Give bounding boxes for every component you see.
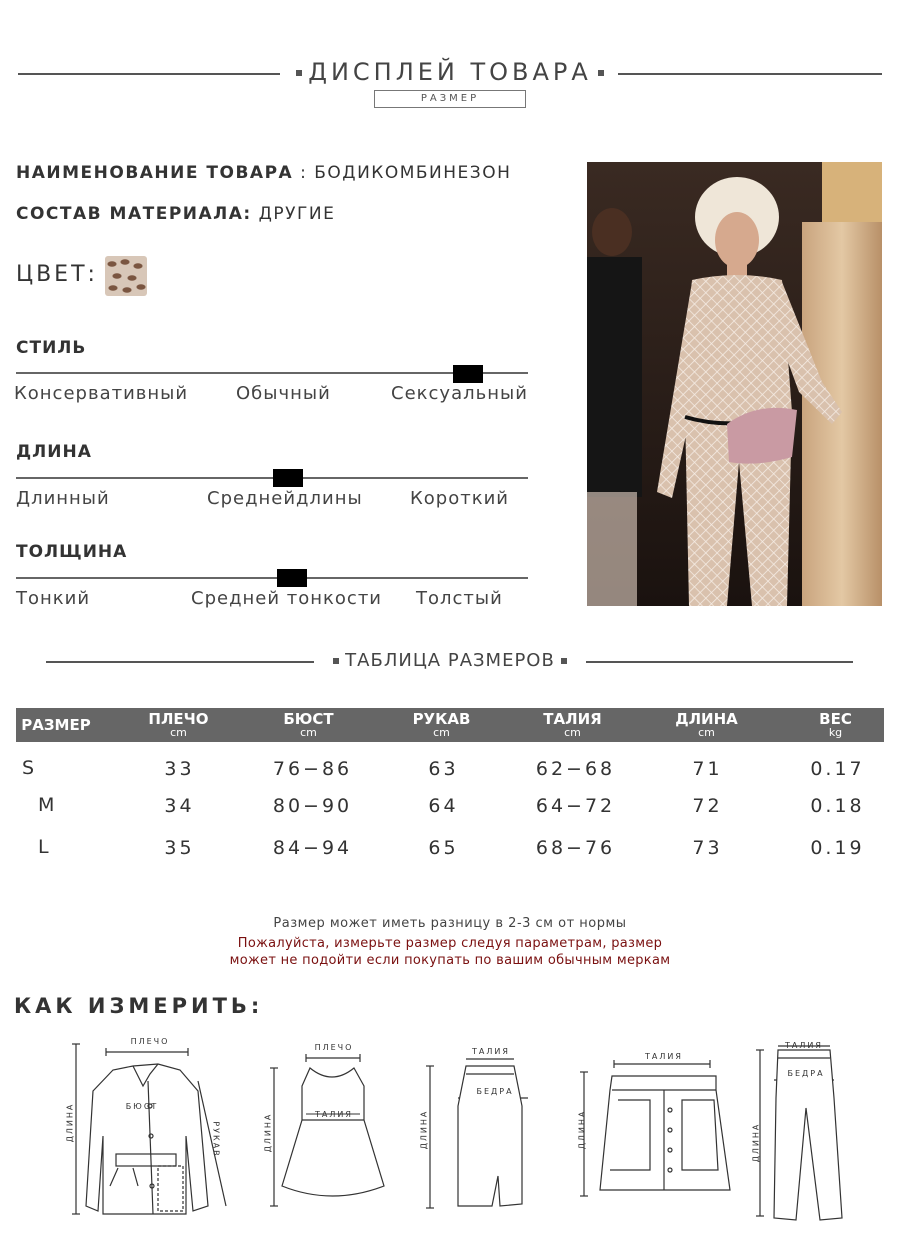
col-length: ДЛИНА cm [675,710,738,739]
skirt-waist-label: ТАЛИЯ [472,1047,510,1056]
cell-shoulder: 34 [164,795,195,817]
dress-length-label: ДЛИНА [263,1112,273,1153]
cell-waist: 62−68 [535,758,616,780]
thickness-option-thin: Тонкий [16,588,91,609]
cell-sleeve: 65 [428,837,459,859]
cell-shoulder: 35 [164,837,195,859]
cell-size: S [22,757,38,779]
style-option-sexy: Сексуальный [391,383,528,404]
product-photo [587,162,882,606]
dress-shoulder-label: ПЛЕЧО [314,1043,354,1052]
style-option-conservative: Консервативный [14,383,189,404]
thickness-option-thick: Толстый [416,588,503,609]
thickness-option-medium: Средней тонкости [191,588,383,609]
mini-skirt-waist-label: ТАЛИЯ [645,1052,683,1061]
thickness-label: ТОЛЩИНА [16,542,128,562]
color-label: ЦВЕТ: [16,262,98,287]
length-scale-line [16,477,528,479]
cell-bust: 76−86 [272,758,353,780]
cell-length: 73 [692,837,723,859]
style-label: СТИЛЬ [16,338,87,358]
cell-weight: 0.19 [810,837,865,859]
color-swatch[interactable] [105,256,147,296]
trousers-diagram [748,1038,848,1224]
cell-shoulder: 33 [164,758,195,780]
trousers-waist-label: ТАЛИЯ [785,1041,823,1050]
col-bust: БЮСТ cm [283,710,334,739]
cell-sleeve: 63 [428,758,459,780]
cell-waist: 64−72 [535,795,616,817]
page-title: ДИСПЛЕЙ ТОВАРА [0,58,900,86]
size-table-header [16,708,884,742]
trousers-hips-label: БЕДРА [787,1069,825,1078]
length-marker [273,469,303,487]
dress-waist-label: ТАЛИЯ [315,1110,353,1119]
page-subtitle: РАЗМЕР [374,90,526,108]
cell-bust: 84−94 [272,837,353,859]
cell-sleeve: 64 [428,795,459,817]
cell-bust: 80−90 [272,795,353,817]
col-shoulder: ПЛЕЧО cm [148,710,209,739]
thickness-marker [277,569,307,587]
length-label: ДЛИНА [16,442,92,462]
jacket-sleeve-label: РУКАВ [211,1121,221,1158]
how-to-measure-title: КАК ИЗМЕРИТЬ: [14,994,264,1018]
size-warning: Пожалуйста, измерьте размер следуя параметрам, размер может не подойти если покупать по вашим обычным меркам [229,936,671,968]
col-waist: ТАЛИЯ cm [543,710,602,739]
cell-weight: 0.18 [810,795,865,817]
trousers-length-label: ДЛИНА [751,1122,761,1163]
jacket-bust-label: БЮСТ [125,1102,159,1111]
length-option-long: Длинный [16,488,110,509]
cell-size: M [38,794,58,816]
cell-weight: 0.17 [810,758,865,780]
style-option-normal: Обычный [236,383,331,404]
style-scale-line [16,372,528,374]
cell-size: L [38,836,52,858]
size-table-title: ТАБЛИЦА РАЗМЕРОВ [0,650,900,671]
mini-skirt-length-label: ДЛИНА [577,1109,587,1150]
cell-waist: 68−76 [535,837,616,859]
cell-length: 72 [692,795,723,817]
product-material: СОСТАВ МАТЕРИАЛА: ДРУГИЕ [16,204,336,224]
mini-skirt-diagram [570,1050,750,1200]
col-weight: ВЕС kg [819,710,852,739]
product-name: НАИМЕНОВАНИЕ ТОВАРА : БОДИКОМБИНЕЗОН [16,163,512,183]
length-option-medium: Среднейдлины [207,488,363,509]
size-note: Размер может иметь разницу в 2-3 см от нормы [273,916,627,931]
skirt-hips-label: БЕДРА [476,1087,514,1096]
thickness-scale-line [16,577,528,579]
col-sleeve: РУКАВ cm [412,710,471,739]
jacket-length-label: ДЛИНА [65,1102,75,1143]
style-marker [453,365,483,383]
jacket-shoulder-label: ПЛЕЧО [130,1037,170,1046]
dress-diagram [262,1046,392,1216]
cell-length: 71 [692,758,723,780]
length-option-short: Короткий [410,488,509,509]
col-size: РАЗМЕР [21,716,91,734]
skirt-length-label: ДЛИНА [419,1109,429,1150]
skirt-diagram [418,1056,538,1216]
